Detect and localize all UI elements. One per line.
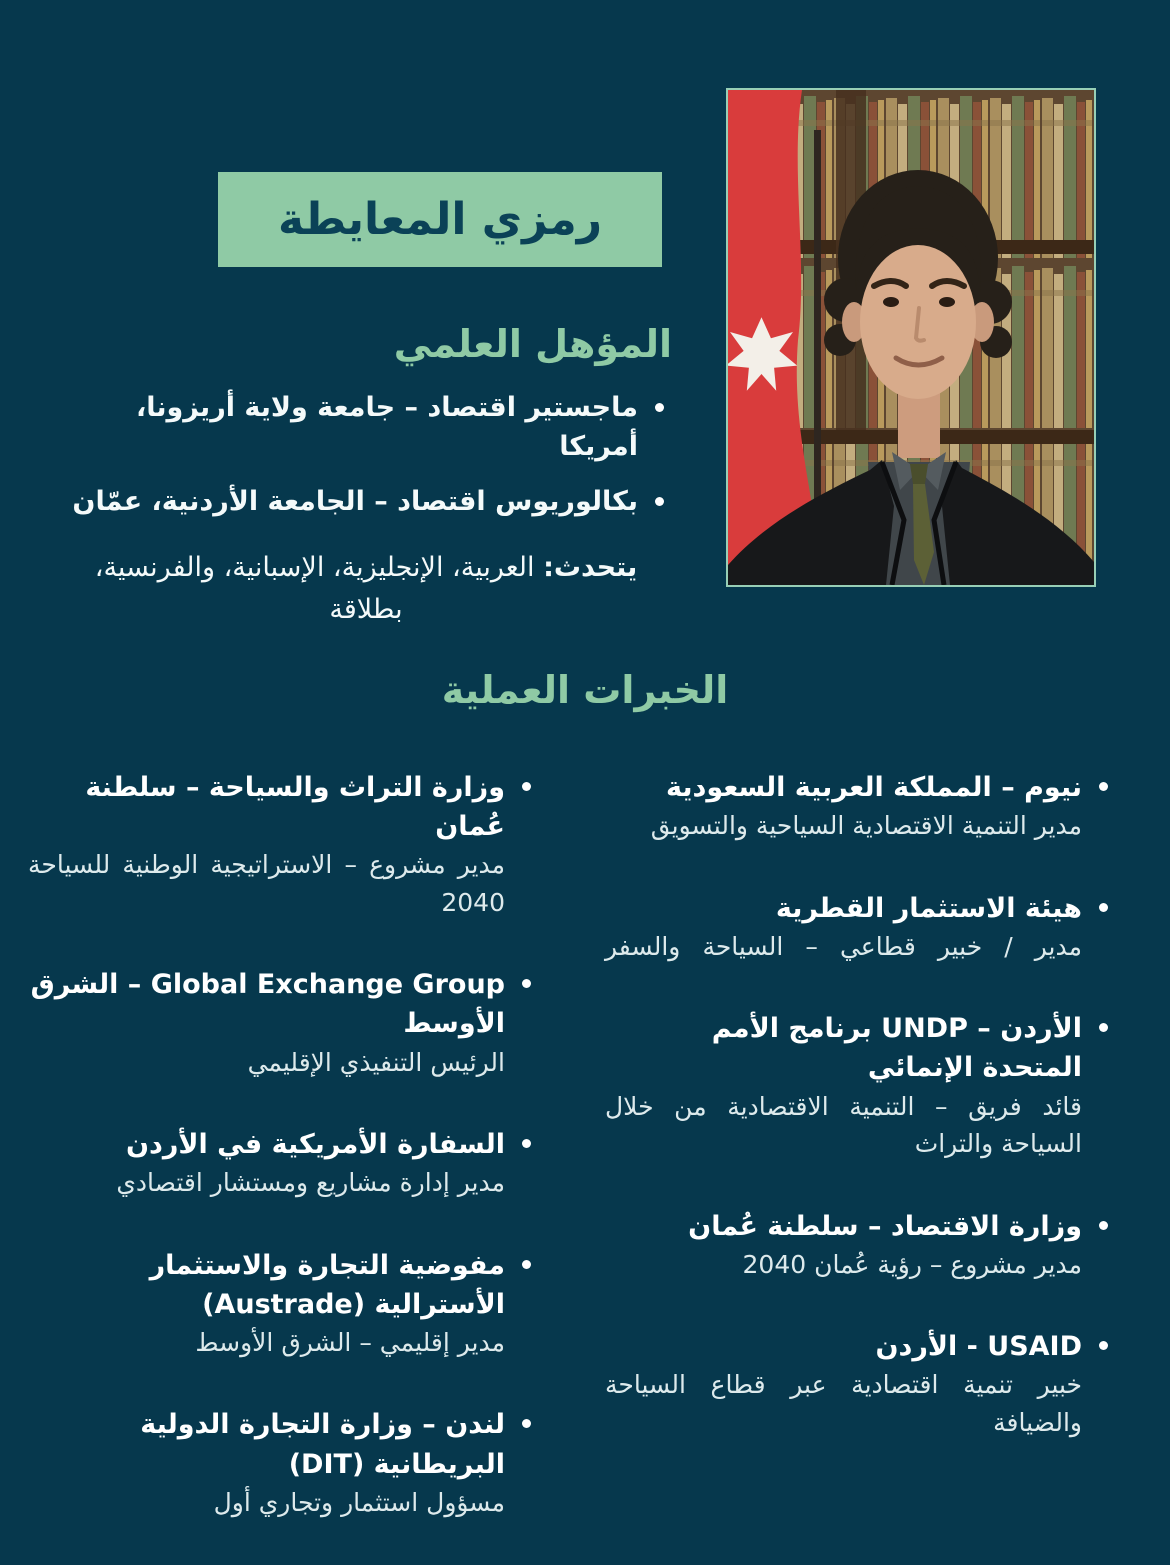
experience-entry — [605, 1009, 1110, 1162]
experience-detail: 2040 — [441, 887, 505, 917]
experience-detail: قائد فريق – التنمية الاقتصادية من خلال — [605, 1091, 1082, 1121]
experience-column-left — [28, 768, 533, 1565]
experience-detail: مدير إدارة مشاريع ومستشار اقتصادي — [116, 1168, 505, 1198]
bullet-icon — [1099, 1341, 1108, 1350]
portrait-illustration — [728, 90, 1094, 585]
experience-detail: والضيافة — [993, 1407, 1082, 1437]
experience-title: USAID - الأردن — [875, 1331, 1082, 1363]
portrait-photo — [726, 88, 1096, 587]
experience-column-right — [605, 768, 1110, 1565]
experience-columns — [28, 768, 1110, 1565]
experience-detail: مدير التنمية الاقتصادية السياحية والتسويق — [650, 811, 1082, 841]
bullet-icon — [1099, 782, 1108, 791]
experience-entry — [605, 889, 1110, 966]
experience-detail: السياحة والتراث — [914, 1129, 1082, 1159]
experience-entry — [605, 768, 1110, 845]
qualification-text: ماجستير اقتصاد – جامعة ولاية أريزونا، أمريكا — [135, 391, 638, 462]
experience-detail: مدير مشروع – الاستراتيجية الوطنية للسياحة — [28, 850, 505, 880]
experience-title: الأردن – UNDP برنامج الأمم المتحدة الإنمائي — [711, 1013, 1082, 1084]
experience-detail: الرئيس التنفيذي الإقليمي — [247, 1047, 505, 1077]
experience-detail: مدير / خبير قطاعي – السياحة والسفر — [605, 931, 1082, 961]
bullet-icon — [522, 782, 531, 791]
experience-entry — [28, 1405, 533, 1521]
experience-entry — [605, 1207, 1110, 1284]
experience-entry — [28, 1125, 533, 1202]
name-banner — [218, 172, 662, 267]
experience-entry — [605, 1327, 1110, 1441]
qualifications-heading: المؤهل العلمي — [393, 322, 672, 366]
person-name: رمزي المعايطة — [277, 194, 603, 245]
languages-list: العربية، الإنجليزية، الإسبانية، والفرنسية، — [94, 552, 544, 584]
qualification-item — [60, 482, 672, 521]
bullet-icon — [655, 497, 664, 506]
bullet-icon — [522, 1419, 531, 1428]
bullet-icon — [522, 979, 531, 988]
experience-title: نيوم – المملكة العربية السعودية — [665, 772, 1082, 803]
bullet-icon — [522, 1260, 531, 1269]
experience-heading: الخبرات العملية — [441, 668, 729, 712]
experience-title: هيئة الاستثمار القطرية — [775, 892, 1082, 924]
qualification-text: بكالوريوس اقتصاد – الجامعة الأردنية، عمّان — [72, 485, 638, 517]
languages-note — [60, 547, 672, 631]
experience-title: السفارة الأمريكية في الأردن — [125, 1129, 505, 1161]
experience-entry — [28, 965, 533, 1081]
experience-title: وزارة الاقتصاد – سلطنة عُمان — [688, 1210, 1082, 1242]
experience-detail: خبير تنمية اقتصادية عبر قطاع السياحة — [605, 1370, 1082, 1400]
bullet-icon — [1099, 1023, 1108, 1032]
languages-label: يتحدث: — [543, 552, 638, 584]
bullet-icon — [1099, 1221, 1108, 1230]
experience-detail: مسؤول استثمار وتجاري أول — [213, 1487, 505, 1517]
experience-entry — [28, 1246, 533, 1362]
qualification-item — [60, 388, 672, 466]
experience-title: مفوضية التجارة والاستثمار الأسترالية (Austrade) — [149, 1249, 505, 1320]
qualifications-section — [60, 322, 672, 658]
experience-detail: مدير إقليمي – الشرق الأوسط — [195, 1327, 505, 1357]
languages-fluency: بطلاقة — [329, 593, 403, 625]
qualifications-list — [60, 388, 672, 521]
bullet-icon — [655, 403, 664, 412]
experience-title: لندن – وزارة التجارة الدولية البريطانية (DIT) — [140, 1409, 505, 1480]
experience-entry — [28, 768, 533, 921]
experience-title: وزارة التراث والسياحة – سلطنة عُمان — [85, 772, 505, 843]
experience-detail: مدير مشروع – رؤية عُمان 2040 — [742, 1249, 1082, 1279]
experience-title: Global Exchange Group – الشرق الأوسط — [30, 969, 505, 1040]
bullet-icon — [522, 1139, 531, 1148]
bullet-icon — [1099, 903, 1108, 912]
